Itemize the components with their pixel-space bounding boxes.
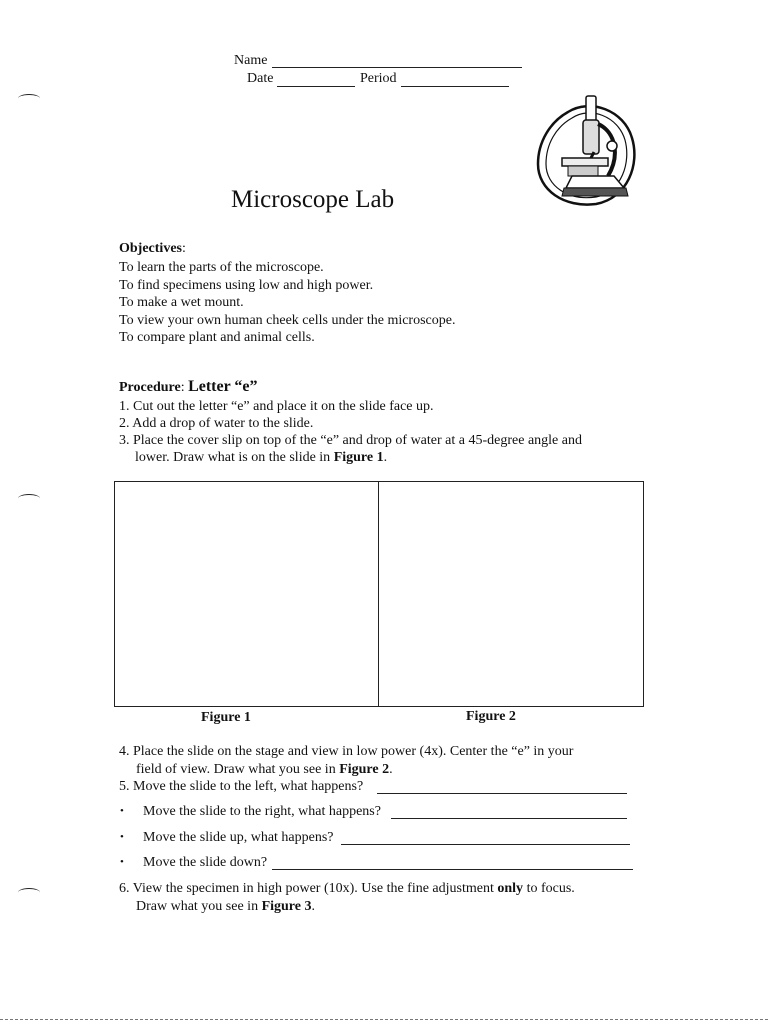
objective-item: To find specimens using low and high power. xyxy=(119,277,374,293)
procedure-heading-colon: : xyxy=(180,380,185,395)
margin-mark-bottom xyxy=(18,888,40,897)
answer-line-right[interactable] xyxy=(391,818,627,819)
step-4-line2-text: field of view. Draw what you see in xyxy=(136,762,340,777)
step-6-line2-suffix: . xyxy=(311,899,315,914)
figure-1-label: Figure 1 xyxy=(201,710,251,725)
name-label: Name xyxy=(234,53,268,68)
step-5: 5. Move the slide to the left, what happens? xyxy=(119,779,364,794)
figure-2-label: Figure 2 xyxy=(466,709,516,724)
figure-1-box[interactable] xyxy=(114,481,379,707)
step-4-line2-suffix: . xyxy=(389,762,393,777)
objective-item: To make a wet mount. xyxy=(119,295,244,310)
objectives-heading-colon: : xyxy=(181,241,186,256)
procedure-steps xyxy=(119,398,582,466)
bullet-item-up: Move the slide up, what happens? xyxy=(143,830,334,845)
procedure-step-cont xyxy=(119,449,582,466)
step-4-line1: 4. Place the slide on the stage and view in low power (4x). Center the “e” in your xyxy=(119,744,574,759)
objective-item: To view your own human cheek cells under the microscope. xyxy=(119,312,456,328)
bullet-item-down: Move the slide down? xyxy=(143,855,268,870)
procedure-step: 3. Place the cover slip on top of the “e” and drop of water at a 45-degree angle and xyxy=(119,433,582,448)
margin-mark-middle xyxy=(18,494,40,503)
answer-line-up[interactable] xyxy=(341,844,630,845)
margin-mark-top xyxy=(18,94,40,103)
step-6-line1-suffix: to focus. xyxy=(523,881,575,896)
step-6-line2-text: Draw what you see in xyxy=(136,899,262,914)
step-6-line2 xyxy=(136,899,315,915)
objective-item: To learn the parts of the microscope. xyxy=(119,260,324,275)
step-6-line1-text: 6. View the specimen in high power (10x). Use the fine adjustment xyxy=(119,881,498,896)
page-bottom-edge xyxy=(0,1019,768,1020)
step3-cont-suffix: . xyxy=(383,450,388,465)
bullet: • xyxy=(120,856,124,868)
step-6-line2-bold: Figure 3 xyxy=(261,899,312,914)
page-title: Microscope Lab xyxy=(231,186,395,213)
name-field[interactable] xyxy=(272,67,522,68)
step3-cont-text: lower. Draw what is on the slide in xyxy=(135,450,334,465)
microscope-icon xyxy=(528,94,648,214)
answer-line-down[interactable] xyxy=(272,869,633,870)
step-6-line1-bold: only xyxy=(497,881,524,896)
step3-cont-bold: Figure 1 xyxy=(333,450,384,465)
procedure-step: 2. Add a drop of water to the slide. xyxy=(119,416,314,431)
procedure-heading xyxy=(119,378,258,396)
figure-2-box[interactable] xyxy=(378,481,644,707)
date-label: Date xyxy=(247,71,274,86)
objectives-heading-text: Objectives xyxy=(119,241,182,256)
procedure-step: 1. Cut out the letter “e” and place it on the slide face up. xyxy=(119,399,434,414)
objectives-list xyxy=(119,259,455,347)
objectives-heading xyxy=(119,241,186,257)
bullet: • xyxy=(120,831,124,843)
step-4-line2 xyxy=(136,762,393,778)
bullet-item-right: Move the slide to the right, what happens? xyxy=(143,804,381,819)
procedure-heading-text: Procedure xyxy=(119,380,181,395)
step-6-line1 xyxy=(119,881,575,897)
date-field[interactable] xyxy=(277,86,355,87)
step-4-line2-bold: Figure 2 xyxy=(339,762,390,777)
period-label: Period xyxy=(360,71,397,86)
answer-line-left[interactable] xyxy=(377,793,627,794)
bullet: • xyxy=(120,805,124,817)
objective-item: To compare plant and animal cells. xyxy=(119,330,315,345)
procedure-subheading: Letter “e” xyxy=(188,378,258,395)
period-field[interactable] xyxy=(401,86,509,87)
